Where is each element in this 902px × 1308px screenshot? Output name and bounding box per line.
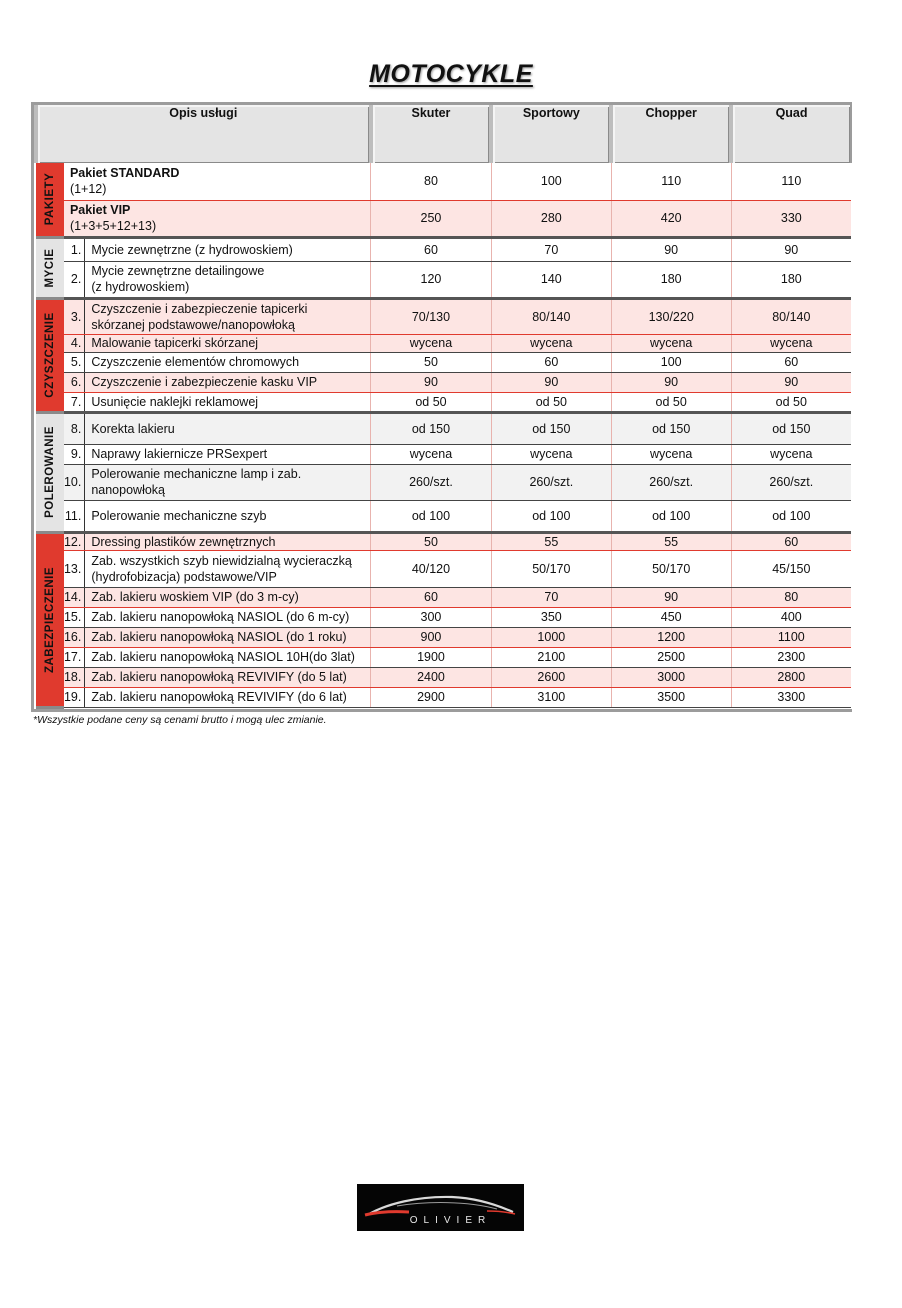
service-row — [36, 237, 851, 261]
category-label: ZABEZPIECZENIE — [43, 566, 56, 673]
service-number: 11. — [64, 500, 85, 532]
service-row — [36, 667, 851, 687]
package-name: Pakiet VIP — [69, 203, 131, 217]
package-description — [64, 200, 371, 237]
service-row — [36, 372, 851, 392]
price-skuter: 900 — [371, 627, 492, 647]
service-number: 4. — [64, 334, 85, 352]
service-number: 1. — [64, 237, 85, 261]
package-name: Pakiet STANDARD — [69, 166, 180, 181]
page-title: MOTOCYKLE — [369, 60, 533, 88]
price-sportowy: wycena — [491, 444, 611, 464]
service-number: 7. — [64, 392, 85, 412]
service-description: Zab. wszystkich szyb niewidzialną wycieraczką (hydrofobizacja) podstawowe/VIP — [85, 550, 371, 587]
price-skuter: od 150 — [371, 412, 492, 444]
service-row — [36, 298, 851, 334]
service-description: Czyszczenie elementów chromowych — [85, 352, 371, 372]
price-sportowy: 2100 — [491, 647, 611, 667]
service-description: Malowanie tapicerki skórzanej — [85, 334, 371, 352]
service-row — [36, 550, 851, 587]
price-skuter: 50 — [371, 532, 492, 550]
service-description: Zab. lakieru nanopowłoką NASIOL (do 1 roku) — [85, 627, 371, 647]
price-chopper: 100 — [611, 352, 731, 372]
price-chopper: 90 — [611, 237, 731, 261]
service-number: 10. — [64, 464, 85, 500]
price-skuter: 60 — [371, 587, 492, 607]
service-row — [36, 647, 851, 667]
package-row — [36, 200, 851, 237]
price-quad: 3300 — [731, 687, 851, 707]
price-chopper: 55 — [611, 532, 731, 550]
price-chopper: 3500 — [611, 687, 731, 707]
price-chopper: 3000 — [611, 667, 731, 687]
price-sportowy: 3100 — [491, 687, 611, 707]
price-skuter: 260/szt. — [371, 464, 492, 500]
price-sportowy: 350 — [491, 607, 611, 627]
category-label: CZYSZCZENIE — [43, 312, 56, 398]
header-col-quad: Quad — [731, 105, 851, 163]
service-number: 17. — [64, 647, 85, 667]
price-sportowy: od 100 — [491, 500, 611, 532]
price-quad: od 100 — [731, 500, 851, 532]
price-sportowy: 260/szt. — [491, 464, 611, 500]
price-quad: 2300 — [731, 647, 851, 667]
category-label: POLEROWANIE — [43, 426, 56, 518]
service-description: Czyszczenie i zabezpieczenie kasku VIP — [85, 372, 371, 392]
price-quad: 45/150 — [731, 550, 851, 587]
price-skuter: 250 — [371, 200, 492, 237]
price-quad: 60 — [731, 532, 851, 550]
service-number: 15. — [64, 607, 85, 627]
service-row — [36, 607, 851, 627]
price-quad: 2800 — [731, 667, 851, 687]
service-number: 2. — [64, 261, 85, 298]
price-chopper: 2500 — [611, 647, 731, 667]
price-sportowy: wycena — [491, 334, 611, 352]
service-description: Zab. lakieru woskiem VIP (do 3 m-cy) — [85, 587, 371, 607]
service-row — [36, 687, 851, 707]
price-sportowy: 70 — [491, 237, 611, 261]
price-skuter: od 50 — [371, 392, 492, 412]
price-sportowy: 280 — [491, 200, 611, 237]
price-quad: 80/140 — [731, 298, 851, 334]
category-zabezpieczenie — [36, 532, 64, 707]
price-sportowy: od 150 — [491, 412, 611, 444]
service-description: Zab. lakieru nanopowłoką REVIVIFY (do 6 lat) — [85, 687, 371, 707]
service-row — [36, 532, 851, 550]
footnote: *Wszystkie podane ceny są cenami brutto i mogą ulec zmianie. — [33, 714, 327, 726]
price-chopper: wycena — [611, 444, 731, 464]
service-description: Usunięcie naklejki reklamowej — [85, 392, 371, 412]
price-sportowy: 140 — [491, 261, 611, 298]
service-number: 19. — [64, 687, 85, 707]
price-quad: 260/szt. — [731, 464, 851, 500]
category-label: PAKIETY — [43, 173, 56, 226]
package-row — [36, 163, 851, 200]
price-quad: 60 — [731, 352, 851, 372]
service-number: 14. — [64, 587, 85, 607]
header-row — [36, 105, 851, 163]
service-number: 13. — [64, 550, 85, 587]
service-description: Dressing plastików zewnętrznych — [85, 532, 371, 550]
price-quad: 90 — [731, 372, 851, 392]
price-chopper: 90 — [611, 372, 731, 392]
price-sportowy: 100 — [491, 163, 611, 200]
price-chopper: 180 — [611, 261, 731, 298]
price-quad: wycena — [731, 444, 851, 464]
price-sportowy: 70 — [491, 587, 611, 607]
service-description: Mycie zewnętrzne (z hydrowoskiem) — [85, 237, 371, 261]
price-quad: od 150 — [731, 412, 851, 444]
service-description: Zab. lakieru nanopowłoką REVIVIFY (do 5 lat) — [85, 667, 371, 687]
service-description: Korekta lakieru — [85, 412, 371, 444]
price-chopper: 110 — [611, 163, 731, 200]
price-quad: 180 — [731, 261, 851, 298]
price-quad: od 50 — [731, 392, 851, 412]
category-mycie — [36, 237, 64, 298]
service-number: 8. — [64, 412, 85, 444]
category-label: MYCIE — [43, 248, 56, 287]
service-row — [36, 464, 851, 500]
price-quad: 80 — [731, 587, 851, 607]
price-sportowy: 2600 — [491, 667, 611, 687]
price-table — [34, 105, 852, 709]
price-skuter: 40/120 — [371, 550, 492, 587]
service-row — [36, 392, 851, 412]
price-quad: 400 — [731, 607, 851, 627]
service-number: 6. — [64, 372, 85, 392]
price-sportowy: 55 — [491, 532, 611, 550]
service-row — [36, 500, 851, 532]
price-skuter: 50 — [371, 352, 492, 372]
price-skuter: od 100 — [371, 500, 492, 532]
header-col-chopper: Chopper — [611, 105, 731, 163]
category-polerowanie — [36, 412, 64, 532]
service-row — [36, 627, 851, 647]
price-chopper: 1200 — [611, 627, 731, 647]
price-skuter: 120 — [371, 261, 492, 298]
service-number: 16. — [64, 627, 85, 647]
price-sportowy: 1000 — [491, 627, 611, 647]
service-row — [36, 352, 851, 372]
price-skuter: 1900 — [371, 647, 492, 667]
price-chopper: od 50 — [611, 392, 731, 412]
logo-text: OLIVIER — [409, 1215, 492, 1226]
price-chopper: 420 — [611, 200, 731, 237]
service-description: Polerowanie mechaniczne lamp i zab. nanopowłoką — [85, 464, 371, 500]
service-row — [36, 412, 851, 444]
package-description — [64, 163, 371, 200]
price-chopper: 90 — [611, 587, 731, 607]
price-chopper: wycena — [611, 334, 731, 352]
category-czyszczenie — [36, 298, 64, 412]
price-chopper: 130/220 — [611, 298, 731, 334]
price-quad: 1100 — [731, 627, 851, 647]
price-skuter: 90 — [371, 372, 492, 392]
service-row — [36, 261, 851, 298]
service-description: Zab. lakieru nanopowłoką NASIOL (do 6 m-cy) — [85, 607, 371, 627]
service-description: Czyszczenie i zabezpieczenie tapicerki skórzanej podstawowe/nanopowłoką — [85, 298, 371, 334]
price-quad: wycena — [731, 334, 851, 352]
category-pakiety — [36, 163, 64, 237]
price-skuter: wycena — [371, 334, 492, 352]
service-number: 3. — [64, 298, 85, 334]
price-chopper: 260/szt. — [611, 464, 731, 500]
price-sportowy: 60 — [491, 352, 611, 372]
package-components: (1+12) — [69, 182, 107, 197]
price-chopper: od 150 — [611, 412, 731, 444]
header-description: Opis usługi — [36, 105, 371, 163]
service-number: 5. — [64, 352, 85, 372]
service-row — [36, 444, 851, 464]
price-skuter: 2900 — [371, 687, 492, 707]
price-quad: 330 — [731, 200, 851, 237]
price-chopper: 450 — [611, 607, 731, 627]
header-col-skuter: Skuter — [371, 105, 492, 163]
service-number: 12. — [64, 532, 85, 550]
service-description: Mycie zewnętrzne detailingowe (z hydrowoskiem) — [85, 261, 371, 298]
price-skuter: 300 — [371, 607, 492, 627]
price-skuter: 2400 — [371, 667, 492, 687]
price-skuter: 60 — [371, 237, 492, 261]
service-row — [36, 587, 851, 607]
price-table-frame — [31, 102, 852, 712]
price-chopper: 50/170 — [611, 550, 731, 587]
price-sportowy: 90 — [491, 372, 611, 392]
price-quad: 110 — [731, 163, 851, 200]
service-number: 9. — [64, 444, 85, 464]
price-skuter: 80 — [371, 163, 492, 200]
price-sportowy: od 50 — [491, 392, 611, 412]
olivier-logo — [357, 1184, 524, 1231]
header-col-sportowy: Sportowy — [491, 105, 611, 163]
price-sportowy: 80/140 — [491, 298, 611, 334]
service-row — [36, 334, 851, 352]
price-skuter: 70/130 — [371, 298, 492, 334]
price-skuter: wycena — [371, 444, 492, 464]
service-description: Naprawy lakiernicze PRSexpert — [85, 444, 371, 464]
price-quad: 90 — [731, 237, 851, 261]
service-number: 18. — [64, 667, 85, 687]
price-sportowy: 50/170 — [491, 550, 611, 587]
service-description: Zab. lakieru nanopowłoką NASIOL 10H(do 3lat) — [85, 647, 371, 667]
package-components: (1+3+5+12+13) — [69, 219, 157, 233]
service-description: Polerowanie mechaniczne szyb — [85, 500, 371, 532]
price-chopper: od 100 — [611, 500, 731, 532]
